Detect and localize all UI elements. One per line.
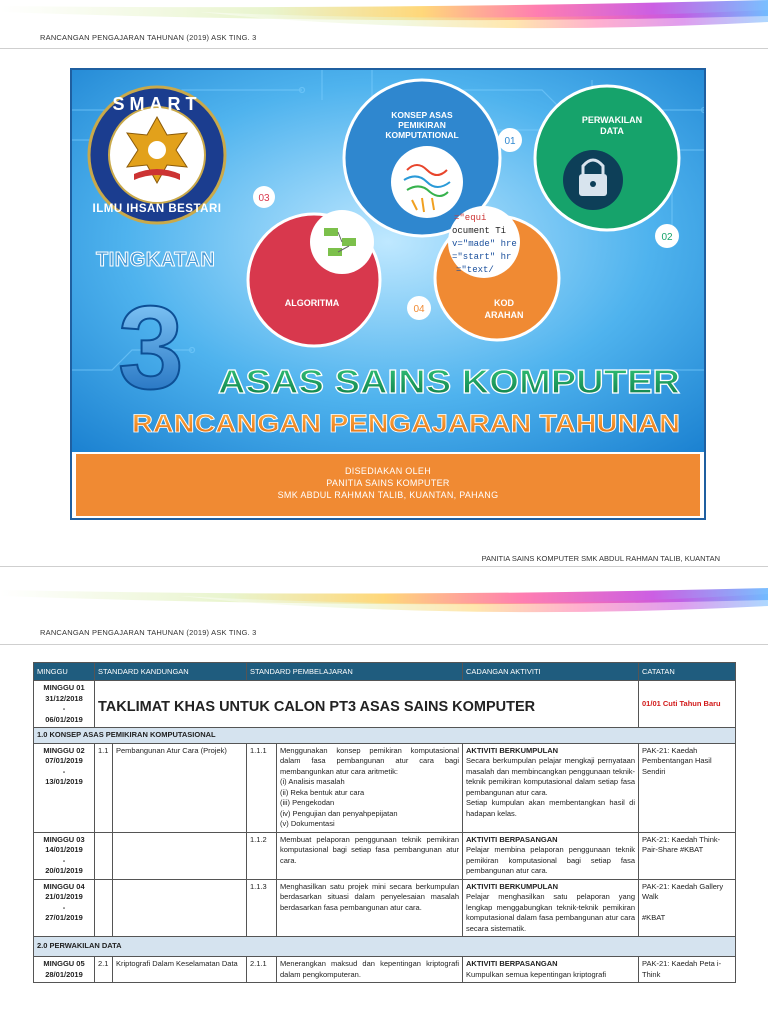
activity-title: AKTIVITI BERKUMPULAN — [466, 881, 559, 891]
lesson-plan-table — [33, 662, 736, 983]
activity-text: Secara berkumpulan pelajar mengkaji pernyataan masalah dan membincangkan penggunaan teknik-teknik pemikiran komputasional dalam setiap fasa pembangunan atur cara. — [466, 756, 636, 797]
prepared-by-band — [76, 454, 700, 516]
date-start: 21/01/2019 — [45, 892, 83, 901]
table-row — [34, 832, 736, 879]
catatan-cell: PAK-21: Kaedah Pembentangan Hasil Sendiri — [639, 743, 736, 832]
page-footer: PANITIA SAINS KOMPUTER SMK ABDUL RAHMAN TALIB, KUANTAN — [481, 554, 720, 563]
col-cadangan-aktiviti: CADANGAN AKTIVITI — [463, 663, 639, 681]
activity-text-2: Setiap kumpulan akan membentangkan hasil di hadapan kelas. — [466, 798, 636, 818]
bubble-02-line-1: PERWAKILAN — [581, 115, 643, 125]
date-dash: - — [62, 704, 66, 713]
header-divider-2 — [0, 644, 768, 645]
catatan-cell: 01/01 Cuti Tahun Baru — [639, 681, 736, 728]
minggu-label: MINGGU 05 — [43, 959, 85, 968]
svg-text:="start" hr: ="start" hr — [452, 252, 512, 262]
catatan-kbat: #KBAT — [642, 912, 666, 922]
school-logo — [89, 87, 225, 223]
bubble-03-line-1: ALGORITMA — [284, 298, 340, 308]
table-row — [34, 957, 736, 983]
section-header: 1.0 KONSEP ASAS PEMIKIRAN KOMPUTASIONAL — [34, 728, 736, 744]
sp-text: Membuat pelaporan penggunaan teknik pemikiran komputasional bagi setiap fasa pembangunan atur cara. — [277, 832, 463, 879]
date-end: 13/01/2019 — [45, 777, 83, 786]
date-start: 14/01/2019 — [45, 845, 83, 854]
sp-code: 2.1.1 — [247, 957, 277, 983]
sp-code: 1.1.1 — [247, 743, 277, 832]
activity-title: AKTIVITI BERPASANGAN — [466, 834, 558, 844]
cover-art — [72, 70, 704, 452]
page-header: RANCANGAN PENGAJARAN TAHUNAN (2019) ASK TING. 3 — [40, 33, 257, 42]
subtitle: RANCANGAN PENGAJARAN TAHUNAN — [132, 410, 680, 438]
tingkatan-label: TINGKATAN — [96, 249, 216, 271]
bubble-01-line-2: PEMIKIRAN — [398, 120, 446, 130]
minggu-label: MINGGU 01 — [43, 683, 85, 692]
minggu-label: MINGGU 02 — [43, 745, 85, 755]
activity-text: Kumpulkan semua kepentingan kriptografi — [466, 969, 607, 979]
svg-text:ocument Ti: ocument Ti — [452, 226, 507, 236]
date-dash: - — [62, 902, 66, 912]
bubble-04-line-2: ARAHAN — [484, 310, 524, 320]
logo-top-text: SMART — [112, 94, 202, 114]
table-header-row — [34, 663, 736, 681]
sp-text: Menghasilkan satu projek mini secara berkumpulan berdasarkan situasi dalam penyelesaian masalah berdasarkan fasa pembangunan atur cara. — [277, 879, 463, 937]
col-minggu: MINGGU — [34, 663, 95, 681]
sp-item: (iv) Pengujian dan penyahpepijatan — [280, 808, 398, 818]
sp-code: 1.1.2 — [247, 832, 277, 879]
bubble-04-number: 04 — [413, 304, 425, 315]
svg-text:="equi: ="equi — [454, 213, 487, 223]
briefing-title: TAKLIMAT KHAS UNTUK CALON PT3 ASAS SAINS KOMPUTER — [95, 681, 639, 728]
sp-code: 1.1.3 — [247, 879, 277, 937]
catatan-cell: PAK-21: Kaedah Think-Pair-Share #KBAT — [639, 832, 736, 879]
table-row — [34, 879, 736, 937]
bubble-04-line-1: KOD — [494, 298, 514, 308]
bubble-02-line-2: DATA — [600, 126, 624, 136]
bubble-02-number: 02 — [661, 232, 673, 243]
activity-title: AKTIVITI BERKUMPULAN — [466, 745, 559, 755]
logo-bottom-text: ILMU IHSAN BESTARI — [92, 203, 222, 215]
bubble-03-number: 03 — [258, 193, 270, 204]
section-header: 2.0 PERWAKILAN DATA — [34, 937, 736, 957]
date-start: 28/01/2019 — [45, 969, 83, 979]
date-dash: - — [62, 766, 66, 776]
date-end: 06/01/2019 — [45, 714, 83, 724]
minggu-label: MINGGU 03 — [43, 834, 85, 844]
band-line-3: SMK ABDUL RAHMAN TALIB, KUANTAN, PAHANG — [277, 490, 499, 500]
svg-text:v="made" hre: v="made" hre — [452, 239, 517, 249]
table-row — [34, 743, 736, 832]
sp-text: Menggunakan konsep pemikiran komputasional dalam fasa pembangunan atur cara bagi membangunkan atur cara aritmetik: — [280, 745, 460, 776]
catatan-cell: PAK-21: Kaedah Gallery Walk — [642, 881, 724, 901]
date-end: 27/01/2019 — [45, 913, 83, 922]
sp-item: (i) Analisis masalah — [280, 777, 345, 786]
activity-title: AKTIVITI BERPASANGAN — [466, 959, 558, 968]
date-start: 31/12/2018 — [45, 693, 83, 703]
date-start: 07/01/2019 — [45, 756, 83, 765]
cover-banner — [70, 68, 706, 520]
activity-text: Pelajar membina pelaporan penggunaan teknik pemikiran komputasional bagi setiap fasa pembangunan atur cara. — [466, 845, 636, 875]
sp-item: (iii) Pengekodan — [280, 798, 335, 807]
date-dash: - — [62, 855, 66, 865]
sp-item: (ii) Reka bentuk atur cara — [280, 787, 365, 797]
date-end: 20/01/2019 — [45, 866, 83, 875]
activity-text: Pelajar menghasilkan satu pelaporan yang lengkap menggabungkan teknik-teknik pemikiran komputasional dalam fasa pembangunan atur cara secara sistematik. — [466, 892, 636, 933]
svg-text:="text/: ="text/ — [456, 265, 494, 275]
table-page — [0, 586, 768, 1024]
col-standard-pembelajaran: STANDARD PEMBELAJARAN — [247, 663, 463, 681]
page-header-2: RANCANGAN PENGAJARAN TAHUNAN (2019) ASK TING. 3 — [40, 628, 257, 637]
sk-code: 1.1 — [95, 743, 113, 832]
sk-code: 2.1 — [95, 957, 113, 983]
minggu-label: MINGGU 04 — [43, 881, 85, 891]
sk-text: Kriptografi Dalam Keselamatan Data — [113, 957, 247, 983]
sp-text: Menerangkan maksud dan kepentingan kriptografi dalam pengkomputeran. — [277, 957, 463, 983]
bubble-01-number: 01 — [504, 136, 516, 147]
footer-divider — [0, 566, 768, 567]
band-line-1: DISEDIAKAN OLEH — [344, 466, 432, 476]
header-divider — [0, 48, 768, 49]
col-standard-kandungan: STANDARD KANDUNGAN — [95, 663, 247, 681]
big-number-3: 3 — [118, 282, 184, 414]
main-title: ASAS SAINS KOMPUTER — [218, 363, 681, 400]
col-catatan: CATATAN — [639, 663, 736, 681]
sp-item: (v) Dokumentasi — [280, 819, 335, 828]
bubble-01-line-3: KOMPUTATIONAL — [385, 130, 459, 140]
sk-text: Pembangunan Atur Cara (Projek) — [113, 743, 247, 832]
top-rainbow-swoosh-2 — [0, 586, 768, 626]
table-row — [34, 681, 736, 728]
catatan-cell: PAK-21: Kaedah Peta i-Think — [639, 957, 736, 983]
band-line-2: PANITIA SAINS KOMPUTER — [326, 478, 450, 488]
bubble-01-line-1: KONSEP ASAS — [391, 110, 453, 120]
